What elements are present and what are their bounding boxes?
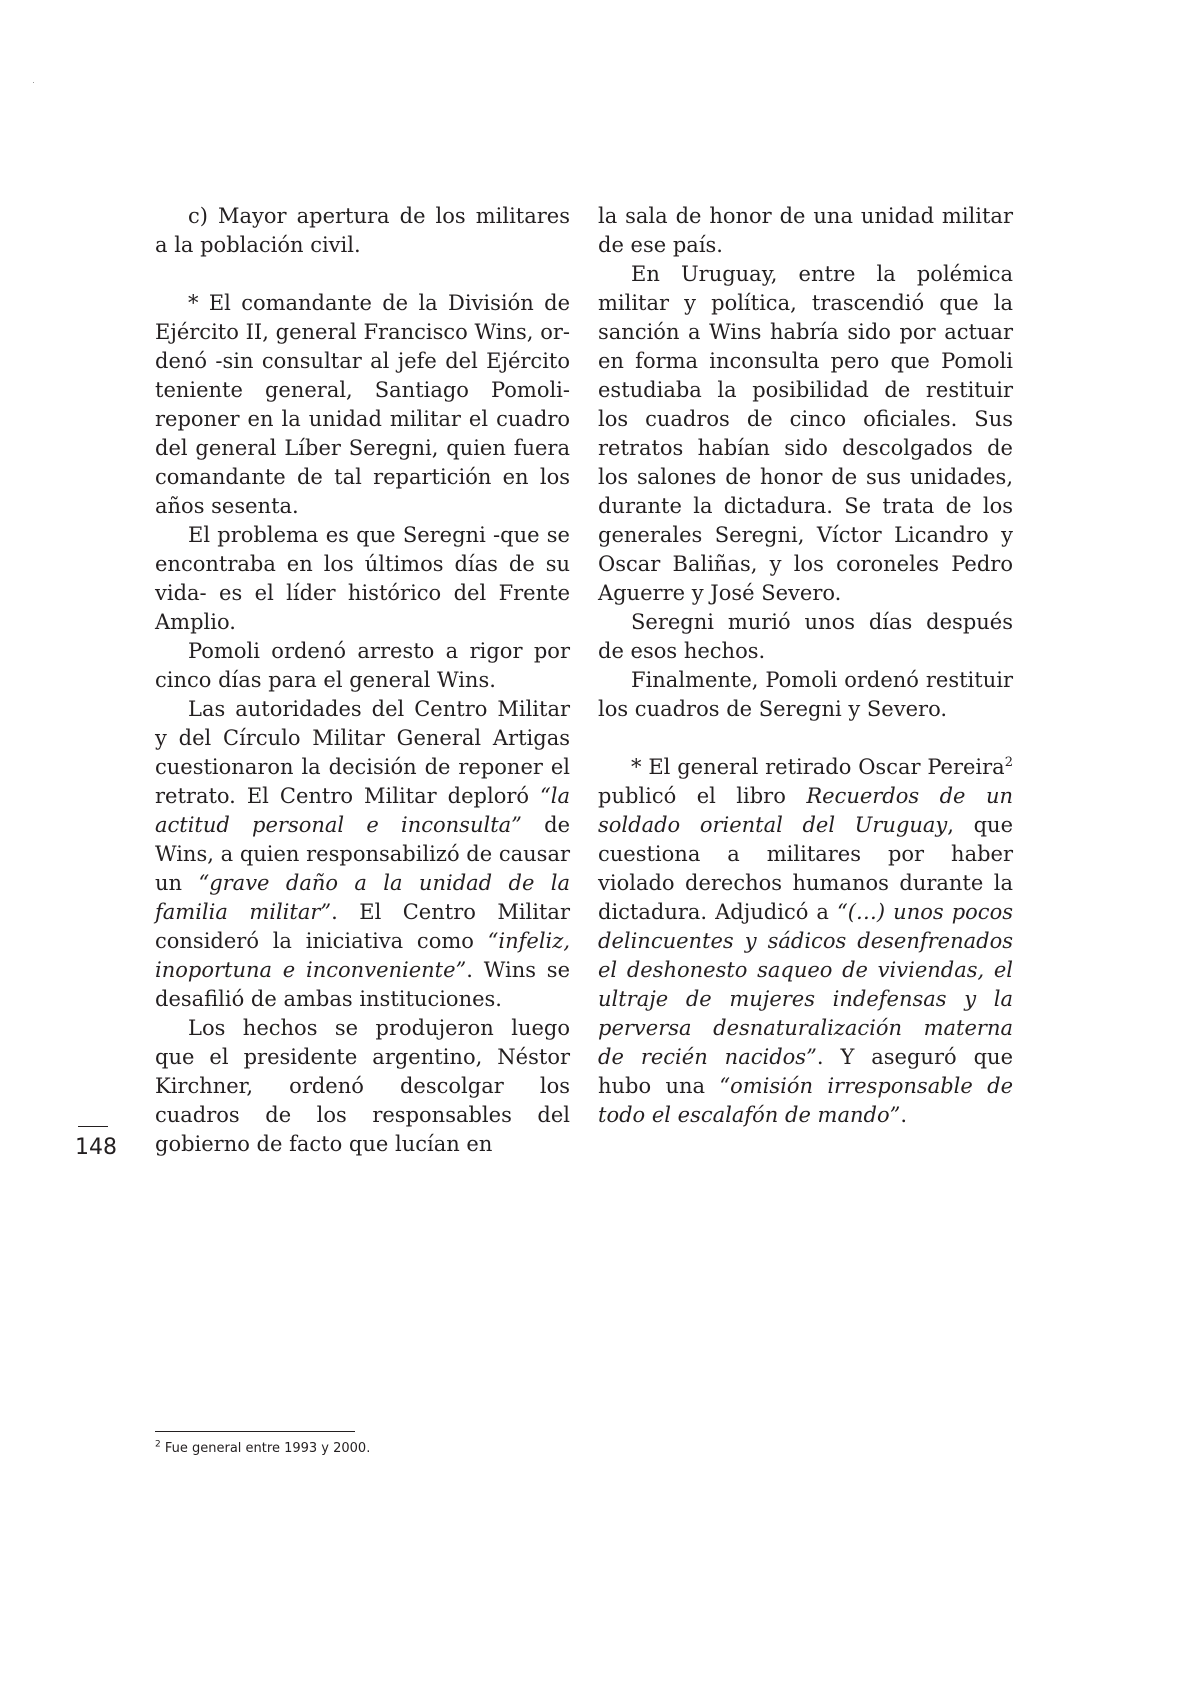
paragraph: * El comandante de la División de Ejército II, general Francisco Wins, ordenó -sin consultar al jefe del Ejército teniente general, Santiago Pomoli- reponer en la unidad militar el cuadro del general Líber Seregni, quien fuera comandante de tal repartición en los años sesenta. [155,291,570,518]
text-run: * El general retirado Oscar Pereira [631,755,1005,779]
left-column [155,202,570,1159]
text-run: Las autoridades del Centro Militar y del Círculo Militar General Artigas cuestionaron la decisión de reponer el retrato. El Centro Militar deploró [155,697,570,808]
paragraph: El problema es que Seregni -que se encontraba en los últimos días de su vida- es el líder histórico del Frente Amplio. [155,523,570,634]
footnote [155,1440,370,1458]
quote: “infeliz, inoportuna e inconveniente” [155,929,570,982]
paragraph: Seregni murió unos días después de esos hechos. [598,610,1013,663]
paragraph: En Uruguay, entre la polémica militar y política, trascendió que la sanción a Wins habría sido por actuar en forma inconsulta pero que Pomoli estudiaba la posibilidad de restituir los cuadros de cinco oficiales. Sus retratos habían sido descolgados de los salones de honor de sus unidades, durante la dictadura. Se trata de los generales Seregni, Víctor Licandro y Oscar Baliñas, y los coroneles Pedro Aguerre y José Severo. [598,262,1013,605]
text-run: . Y aseguró que hubo una [598,1045,1013,1098]
text-run: publicó el libro [598,784,807,808]
text-run: de Wins, a quien responsabilizó de causar un [155,813,570,895]
text-run: . [900,1103,908,1127]
paragraph: c) Mayor apertura de los militares a la población civil. [155,204,570,257]
paragraph [598,753,1013,1130]
text-run: . El Centro Militar consideró la iniciativa como [155,900,570,953]
quote: “grave daño a la unidad de la familia militar” [155,871,570,924]
paragraph: Finalmente, Pomoli ordenó restituir los cuadros de Seregni y Severo. [598,668,1013,721]
footnote-rule [155,1431,355,1432]
footnote-marker: 2 [155,1439,161,1450]
footnote-ref: 2 [1004,755,1013,770]
text-run: . Wins se desafilió de ambas instituciones. [155,958,570,1011]
right-column [598,202,1013,1130]
scan-speck [33,82,34,83]
quote: “(…) unos pocos delincuentes y sádicos desenfrenados el deshonesto saqueo de viviendas, el ultraje de mujeres indefensas y la perversa desnaturalización materna de recién nacidos” [598,900,1013,1069]
quote: “la actitud personal e inconsulta” [155,784,570,837]
paragraph [155,695,570,1014]
footnote-text: Fue general entre 1993 y 2000. [164,1441,371,1456]
page-number: 148 [75,1135,117,1160]
quote: “omisión irresponsable de todo el escalafón de mando” [598,1074,1014,1127]
paragraph: Los hechos se produjeron luego que el presidente argentino, Néstor Kirchner, ordenó descolgar los cuadros de los responsables del gobierno de facto que lucían en [155,1016,570,1156]
paragraph: la sala de honor de una unidad militar de ese país. [598,204,1013,257]
paragraph: Pomoli ordenó arresto a rigor por cinco días para el general Wins. [155,639,570,692]
book-title: Recuerdos de un soldado oriental del Uruguay [598,784,1013,837]
text-run: , que cuestiona a militares por haber violado derechos humanos durante la dictadura. Adjudicó a [598,813,1013,924]
page-number-rule [78,1126,108,1127]
